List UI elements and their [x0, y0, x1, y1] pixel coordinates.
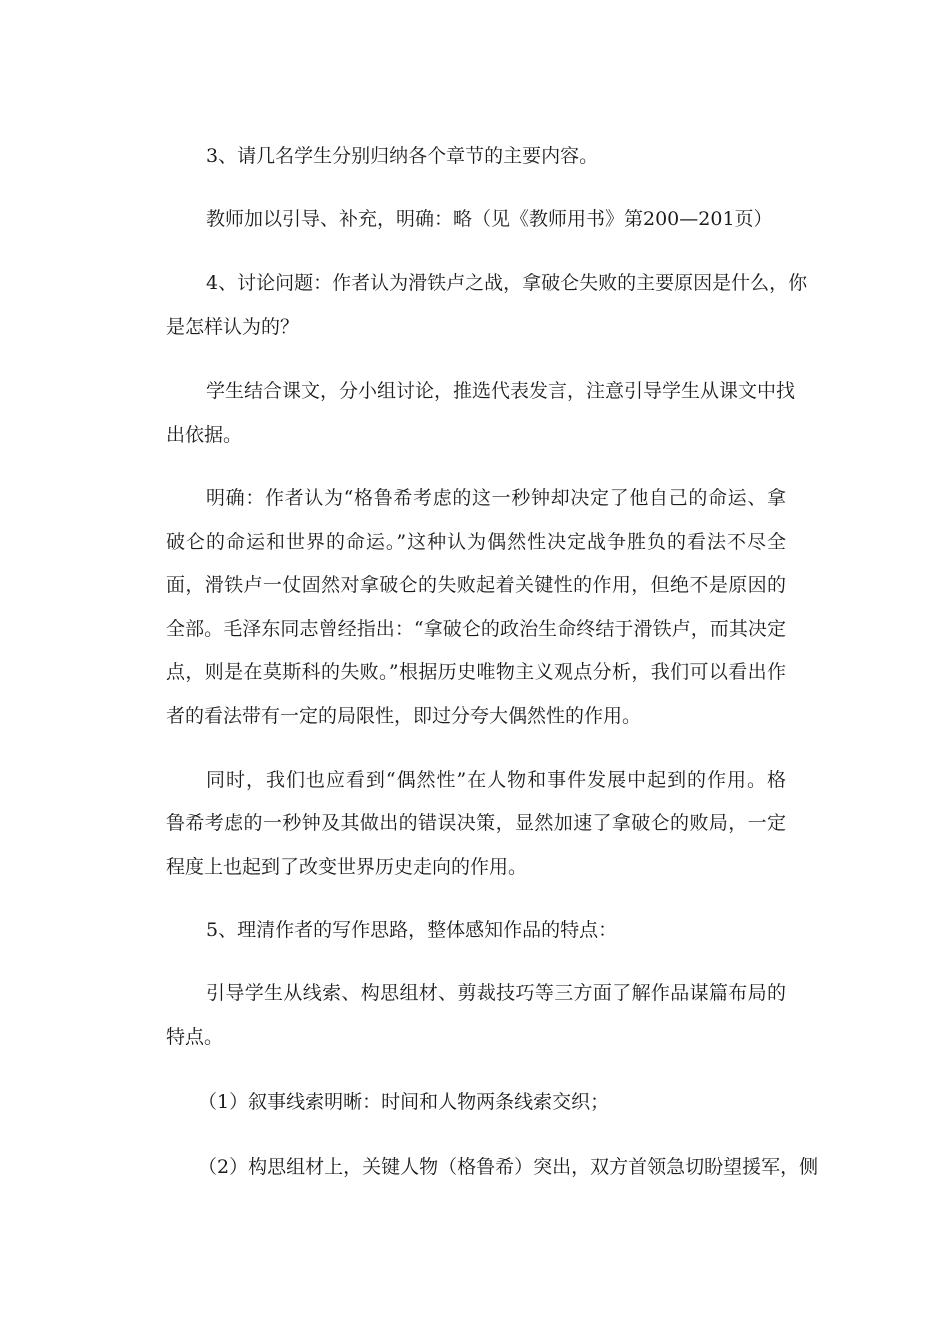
paragraph-discussion-line-1: 学生结合课文，分小组讨论，推选代表发言，注意引导学生从课文中找: [206, 380, 796, 402]
paragraph-teacher-guide: 教师加以引导、补充，明确：略（见《教师用书》第200—201页）: [206, 208, 773, 230]
paragraph-4-line-1: 4、讨论问题：作者认为滑铁卢之战，拿破仑失败的主要原因是什么，你: [206, 272, 808, 294]
paragraph-clarify-line-2: 破仑的命运和世界的命运。”这种认为偶然性决定战争胜负的看法不尽全: [166, 531, 786, 553]
paragraph-3-text: 3、请几名学生分别归纳各个章节的主要内容。: [206, 145, 599, 167]
list-item-1: （1）叙事线索明晰：时间和人物两条线索交织；: [198, 1091, 610, 1113]
paragraph-5-text: 5、理清作者的写作思路，整体感知作品的特点：: [206, 919, 618, 941]
paragraph-clarify-line-5: 点，则是在莫斯科的失败。”根据历史唯物主义观点分析，我们可以看出作: [166, 661, 786, 683]
paragraph-meanwhile-line-2: 鲁希考虑的一秒钟及其做出的错误决策，显然加速了拿破仑的败局，一定: [166, 812, 786, 834]
paragraph-meanwhile-line-3: 程度上也起到了改变世界历史走向的作用。: [166, 856, 528, 878]
list-item-2: （2）构思组材上，关键人物（格鲁希）突出，双方首领急切盼望援军，侧: [198, 1156, 819, 1178]
paragraph-clarify-line-1: 明确：作者认为“格鲁希考虑的这一秒钟却决定了他自己的命运、拿: [206, 487, 786, 509]
paragraph-discussion-line-2: 出依据。: [166, 424, 243, 446]
paragraph-meanwhile-line-1: 同时，我们也应看到“偶然性”在人物和事件发展中起到的作用。格: [206, 769, 786, 791]
paragraph-clarify-line-6: 者的看法带有一定的局限性，即过分夸大偶然性的作用。: [166, 705, 642, 727]
paragraph-guide-line-2: 特点。: [166, 1026, 224, 1048]
paragraph-clarify-line-4: 全部。毛泽东同志曾经指出：“拿破仑的政治生命终结于滑铁卢，而其决定: [166, 618, 786, 640]
paragraph-4-line-2: 是怎样认为的？: [166, 316, 300, 338]
paragraph-guide-line-1: 引导学生从线索、构思组材、剪裁技巧等三方面了解作品谋篇布局的: [206, 982, 786, 1004]
paragraph-clarify-line-3: 面，滑铁卢一仗固然对拿破仑的失败起着关键性的作用，但绝不是原因的: [166, 574, 786, 596]
